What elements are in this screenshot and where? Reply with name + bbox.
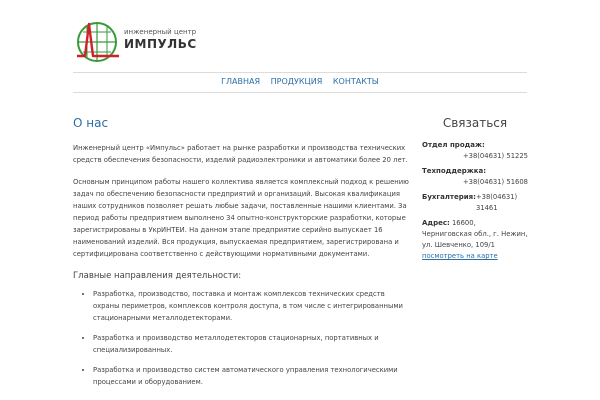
page-title: О нас: [73, 116, 109, 130]
accounting-contact: [422, 192, 528, 214]
address-postcode: 16600,: [451, 219, 476, 227]
nav-bottom-divider: [73, 92, 527, 93]
intro-paragraph: Инженерный центр «Импульс» работает на рынке разработки и производства технических средств обеспечения безопасности, изделий радиоэлектроники и автоматики более 20 лет.: [73, 144, 408, 164]
activities-list: [73, 288, 410, 388]
logo[interactable]: [75, 18, 210, 66]
list-item: • Разработка, производство, поставка и монтаж комплексов технических средств охраны периметров, комплексов контроля доступа, в том числе с интегрированными стационарными металлодетекторами.: [93, 288, 410, 324]
nav-item-home[interactable]: ГЛАВНАЯ: [221, 77, 261, 86]
map-link[interactable]: посмотреть на карте: [422, 252, 498, 260]
address-street: ул. Шевченко, 109/1: [422, 241, 495, 249]
address-block: [422, 218, 528, 262]
support-contact: [422, 166, 528, 188]
nav-item-contacts[interactable]: КОНТАКТЫ: [332, 77, 379, 86]
support-label: Техподдержка:: [422, 167, 486, 175]
main-content: [73, 142, 410, 396]
accounting-phone: +38(04631) 31461: [475, 193, 518, 212]
sales-phone: +38(04631) 51225: [462, 152, 528, 160]
main-nav: [73, 72, 527, 92]
logo-subtitle: инженерный центр: [124, 28, 197, 36]
nav-item-products[interactable]: ПРОДУКЦИЯ: [270, 77, 323, 86]
section-title: Главные направления деятельности:: [73, 271, 242, 281]
address-label: Адрес:: [422, 219, 450, 227]
contact-title: Связаться: [442, 116, 508, 130]
contact-sidebar: [422, 116, 528, 266]
logo-name: ИМПУЛЬС: [124, 37, 197, 51]
principles-paragraph: Основным принципом работы нашего коллектива является комплексный подход к решению задач по обеспечению безопасности предприятий и организаций. Высокая квалификация наших сотрудников позволяет решать любые задачи, поставленные нашими клиентами. За период работы предприятием выполнено 34 опытно-конструкторские разработки, которые зарегистрированы в УкрИНТЕИ. На данном этапе предприятие серийно выпускает 16 наименований изделий. Вся продукция, выпускаемая предприятием, зарегистрирована и сертифицирована соответственно с действующими нормативными документами.: [73, 178, 409, 258]
support-phone: +38(04631) 51608: [462, 178, 528, 186]
list-item: • Разработка и производство металлодетекторов стационарных, портативных и специализированных.: [93, 332, 410, 356]
accounting-label: Бухгалтерия:: [422, 193, 476, 201]
sales-contact: [422, 140, 528, 162]
address-region: Черниговская обл., г. Нежин,: [422, 230, 528, 238]
logo-mark-icon: [75, 18, 121, 64]
sales-label: Отдел продаж:: [422, 141, 485, 149]
list-item: • Разработка и производство систем автоматического управления технологическими процессами и оборудованием.: [93, 364, 410, 388]
